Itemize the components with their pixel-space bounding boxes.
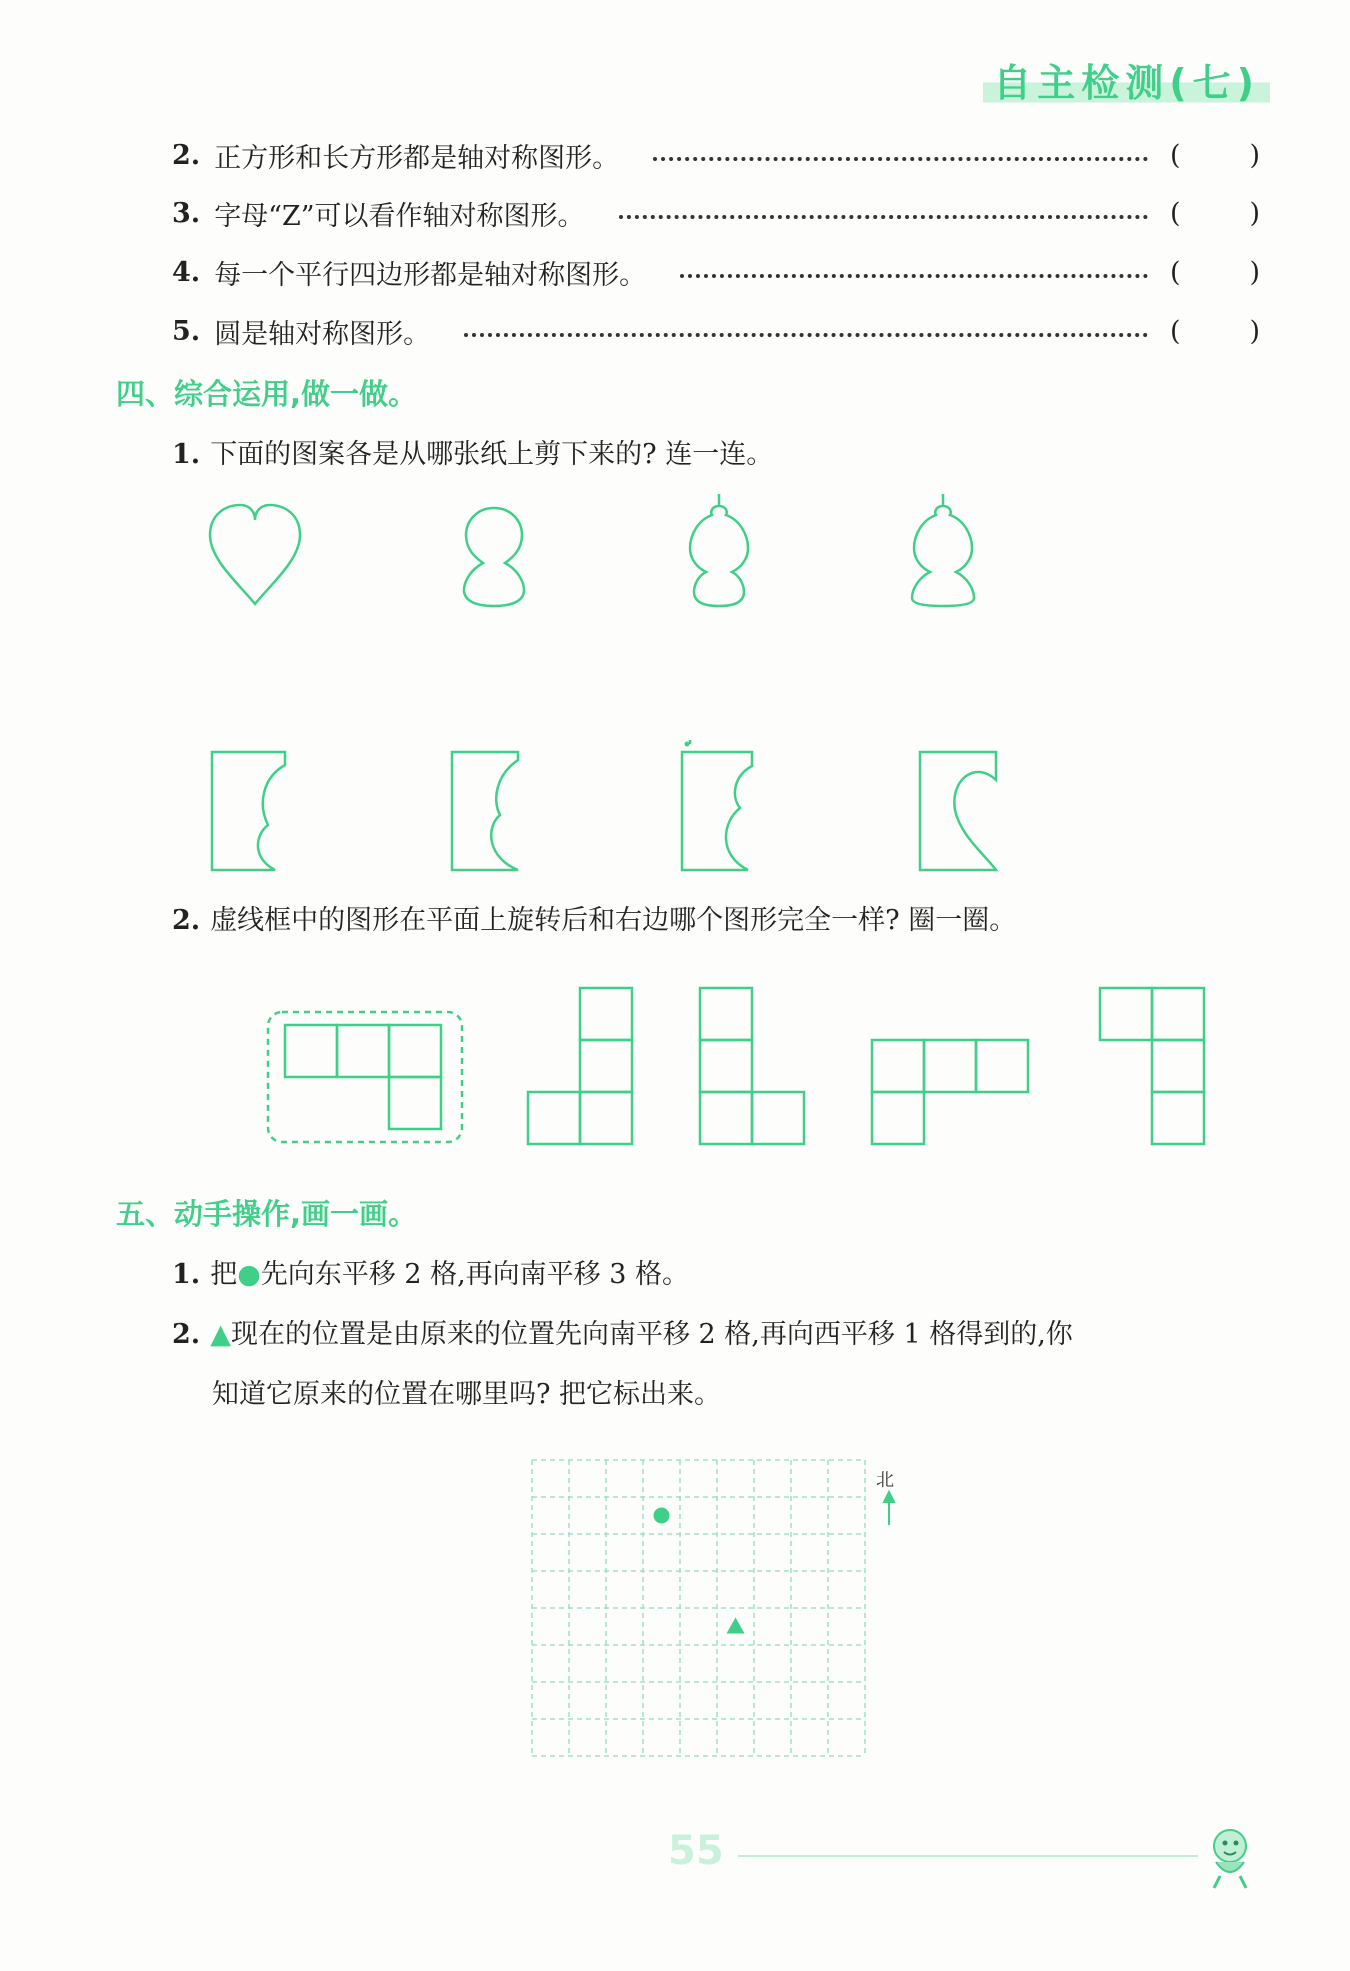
answer-blank[interactable]: ( ) (1170, 139, 1260, 171)
item-number: 5. (172, 315, 201, 347)
item-number: 2. (172, 1319, 201, 1350)
option-shape-b (700, 988, 804, 1144)
north-label: 北 (876, 1470, 894, 1491)
option-shape-d (1100, 988, 1204, 1144)
question-text-line1: 现在的位置是由原来的位置先向南平移 2 格,再向西平移 1 格得到的,你 (230, 1319, 1073, 1350)
item-text: 正方形和长方形都是轴对称图形。 (214, 142, 620, 174)
reference-shape (285, 1025, 441, 1129)
square-grid (532, 1460, 865, 1756)
folded-paper-1 (212, 752, 285, 870)
item-number: 4. (172, 256, 201, 288)
section-four-title: 四、综合运用,做一做。 (116, 377, 418, 411)
gourd-pattern-1 (464, 508, 524, 606)
answer-blank[interactable]: ( ) (1170, 315, 1260, 347)
question-text: 虚线框中的图形在平面上旋转后和右边哪个图形完全一样? 圈一圈。 (210, 905, 1017, 936)
item-number: 3. (172, 197, 201, 229)
mascot-icon (1214, 1830, 1246, 1888)
item-number: 1. (172, 1259, 201, 1290)
item-text: 圆是轴对称图形。 (214, 318, 431, 350)
triangle-symbol: ▲ (210, 1319, 231, 1350)
item-number: 2. (172, 905, 201, 936)
question-5-2-continued: 知道它原来的位置在哪里吗? 把它标出来。 (212, 1379, 722, 1410)
question-pre: 把 (210, 1259, 238, 1290)
question-4-2 (172, 898, 1016, 937)
paper-3-dot (685, 742, 690, 747)
answer-blank[interactable]: ( ) (1170, 197, 1260, 229)
gourd-pattern-3 (912, 494, 974, 606)
folded-paper-3 (682, 752, 752, 870)
green-triangle-marker (727, 1618, 745, 1634)
page-number: 55 (668, 1828, 724, 1874)
question-5-2 (172, 1312, 1260, 1351)
option-shape-c (872, 1040, 1028, 1144)
page-header-title: 自主检测(七) (983, 52, 1270, 107)
gourd-pattern-2 (690, 494, 748, 606)
option-shape-a (528, 988, 632, 1144)
item-number: 1. (172, 439, 201, 470)
folded-paper-4 (920, 752, 996, 870)
answer-blank[interactable]: ( ) (1170, 256, 1260, 288)
folded-paper-2 (452, 752, 518, 870)
item-number: 2. (172, 139, 201, 171)
question-5-1 (172, 1252, 689, 1291)
question-text: 先向东平移 2 格,再向南平移 3 格。 (260, 1259, 690, 1290)
dot-symbol: ● (237, 1259, 261, 1290)
section-five-title: 五、动手操作,画一画。 (116, 1197, 418, 1231)
question-text: 下面的图案各是从哪张纸上剪下来的? 连一连。 (210, 439, 774, 470)
green-dot-marker (654, 1508, 670, 1524)
item-text: 每一个平行四边形都是轴对称图形。 (214, 259, 647, 291)
item-text: 字母“Z”可以看作轴对称图形。 (214, 200, 585, 232)
heart-pattern (210, 505, 300, 604)
north-arrow-icon (884, 1492, 894, 1525)
